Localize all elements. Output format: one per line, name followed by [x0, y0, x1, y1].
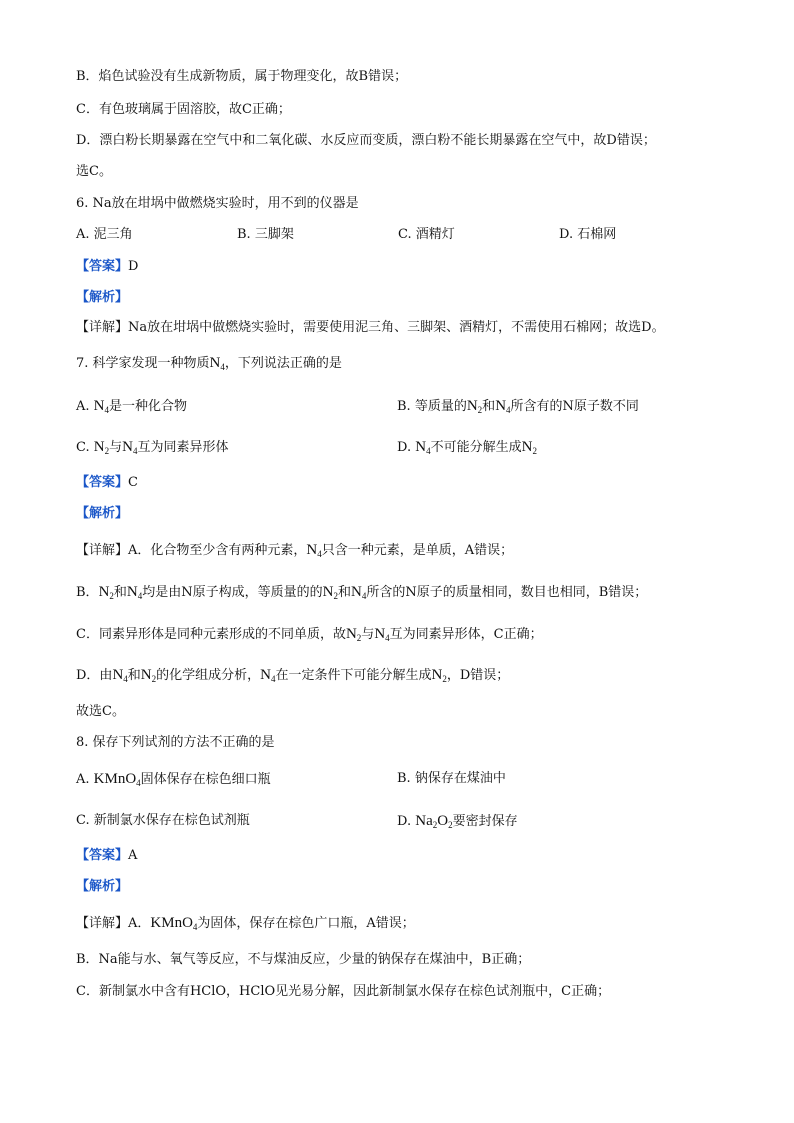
option-8c: C. 新制氯水保存在棕色试剂瓶 [76, 813, 250, 828]
detail-8b: B．Na能与水、氧气等反应，不与煤油反应，少量的钠保存在煤油中，B正确； [76, 952, 531, 967]
question-7: 7. 科学家发现一种物质$N_4$，下列说法正确的是 [76, 355, 342, 372]
detail-7d: D．由$N_4$和$N_2$的化学组成分析，$N_4$在一定条件下可能分解生成$N_2$，D错误； [76, 667, 510, 684]
text-line-sel7: 故选C。 [76, 704, 125, 719]
analysis-8: 【解析】 [76, 879, 129, 894]
option-8a: A. KMnO$_4$固体保存在棕色细口瓶 [76, 771, 271, 788]
detail-8a: 【详解】A．KMnO$_4$为固体，保存在棕色广口瓶，A错误； [76, 915, 415, 932]
text-line-b5: B．焰色试验没有生成新物质，属于物理变化，故B错误； [76, 69, 408, 84]
detail-7a: 【详解】A．化合物至少含有两种元素，$N_4$只含一种元素，是单质，A错误； [76, 542, 514, 559]
option-6c: C. 酒精灯 [398, 227, 455, 242]
text-line-c5: C．有色玻璃属于固溶胶，故C正确； [76, 102, 291, 117]
text-line-sel5: 选C。 [76, 164, 112, 179]
answer-8: 【答案】A [76, 848, 138, 863]
option-6a: A. 泥三角 [76, 227, 133, 242]
analysis-7: 【解析】 [76, 506, 129, 521]
option-7b: B. 等质量的$N_2$和$N_4$所含有的N原子数不同 [397, 398, 639, 415]
option-7d: D. $N_4$不可能分解生成$N_2$ [397, 439, 537, 456]
analysis-6: 【解析】 [76, 290, 129, 305]
detail-7c: C．同素异形体是同种元素形成的不同单质，故$N_2$与$N_4$互为同素异形体，C正确； [76, 626, 543, 643]
detail-7b: B．$N_2$和$N_4$均是由N原子构成，等质量的的$N_2$和$N_4$所含的N原子的质量相同，数目也相同，B错误； [76, 584, 648, 601]
question-6: 6. Na放在坩埚中做燃烧实验时，用不到的仪器是 [76, 196, 359, 211]
option-6d: D. 石棉网 [559, 227, 617, 242]
option-8d: D. $Na_2O_2$要密封保存 [397, 813, 518, 830]
option-7a: A. $N_4$是一种化合物 [76, 398, 188, 415]
detail-6: 【详解】Na放在坩埚中做燃烧实验时，需要使用泥三角、三脚架、酒精灯，不需使用石棉网；故选D。 [76, 320, 665, 335]
option-6b: B. 三脚架 [237, 227, 294, 242]
answer-tag: 【答案】 [76, 259, 129, 274]
detail-8c: C．新制氯水中含有HClO，HClO见光易分解，因此新制氯水保存在棕色试剂瓶中，C正确； [76, 984, 611, 999]
question-8: 8. 保存下列试剂的方法不正确的是 [76, 735, 275, 750]
answer-6: 【答案】D [76, 259, 139, 274]
option-7c: C. $N_2$与$N_4$互为同素异形体 [76, 439, 229, 456]
option-8b: B. 钠保存在煤油中 [397, 771, 506, 786]
answer-7: 【答案】C [76, 475, 138, 490]
text-line-d5: D．漂白粉长期暴露在空气中和二氧化碳、水反应而变质，漂白粉不能长期暴露在空气中，故D错误； [76, 133, 656, 148]
